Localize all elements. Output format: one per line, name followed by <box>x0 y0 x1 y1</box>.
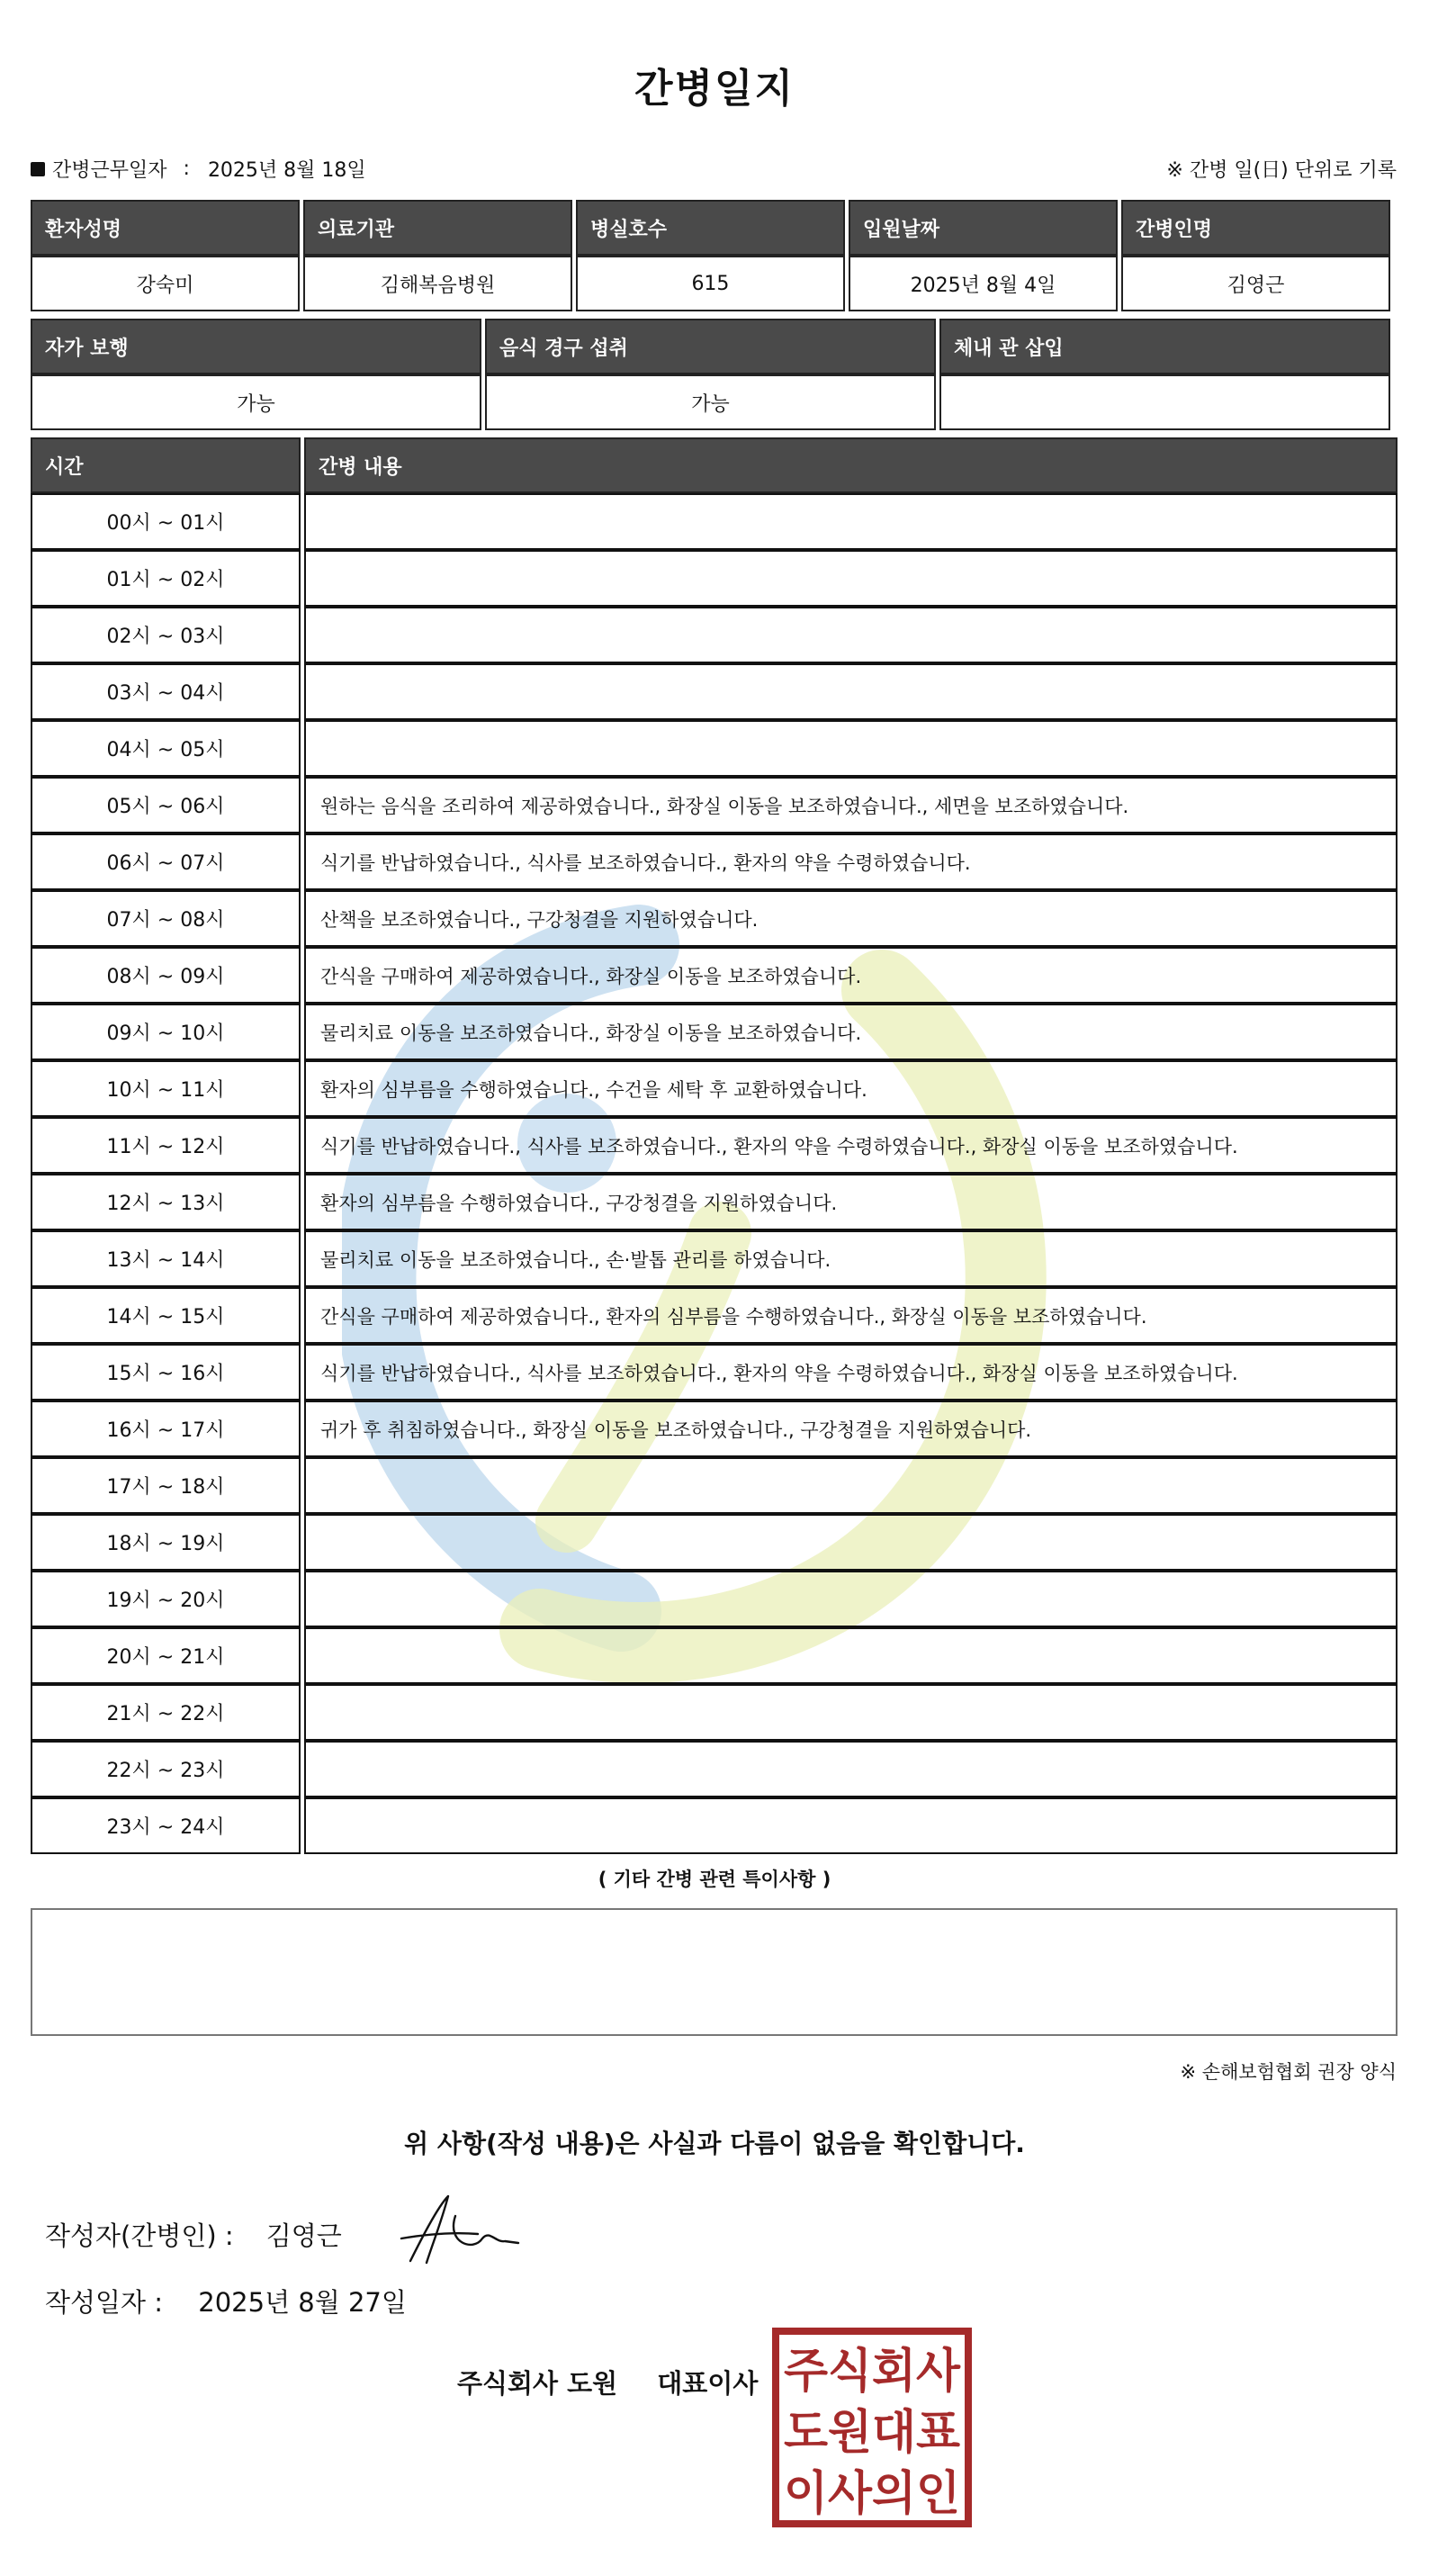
hospital-header: 의료기관 <box>303 200 572 256</box>
care-content: 간식을 구매하여 제공하였습니다., 화장실 이동을 보조하였습니다. <box>304 947 1398 1004</box>
time-slot: 18시 ~ 19시 <box>31 1514 301 1571</box>
care-log-row <box>31 1627 1398 1684</box>
time-header: 시간 <box>31 437 301 493</box>
company-seal-stamp <box>772 2328 972 2527</box>
time-slot: 22시 ~ 23시 <box>31 1741 301 1797</box>
care-log-row <box>31 1060 1398 1117</box>
notes-title: ( 기타 간병 관련 특이사항 ) <box>598 1869 831 1890</box>
care-log-row <box>31 833 1398 890</box>
care-content: 식기를 반납하였습니다., 식사를 보조하였습니다., 환자의 약을 수령하였습니다., 화장실 이동을 보조하였습니다. <box>304 1117 1398 1174</box>
care-log-row <box>31 720 1398 777</box>
care-log-row <box>31 1174 1398 1230</box>
tube-insertion-value <box>939 374 1390 430</box>
time-slot: 12시 ~ 13시 <box>31 1174 301 1230</box>
time-slot: 05시 ~ 06시 <box>31 777 301 833</box>
care-log-row <box>31 607 1398 663</box>
patient-info-table <box>27 200 1394 311</box>
author-label: 작성자(간병인) : <box>45 2220 234 2251</box>
care-content: 물리치료 이동을 보조하였습니다., 손·발톱 관리를 하였습니다. <box>304 1230 1398 1287</box>
care-log-row <box>31 1230 1398 1287</box>
care-content <box>304 720 1398 777</box>
company-signature-line <box>457 2364 758 2400</box>
care-log-row <box>31 1797 1398 1854</box>
oral-intake-header: 음식 경구 섭취 <box>485 319 936 374</box>
care-content <box>304 1457 1398 1514</box>
time-slot: 06시 ~ 07시 <box>31 833 301 890</box>
time-slot: 23시 ~ 24시 <box>31 1797 301 1854</box>
care-content-header: 간병 내용 <box>304 437 1398 493</box>
patient-name-value: 강숙미 <box>31 256 300 311</box>
care-content <box>304 1741 1398 1797</box>
unit-note: ※ 간병 일(日) 단위로 기록 <box>1166 159 1397 182</box>
hospital-value: 김해복음병원 <box>303 256 572 311</box>
care-content: 물리치료 이동을 보조하였습니다., 화장실 이동을 보조하였습니다. <box>304 1004 1398 1060</box>
work-date-separator: : <box>183 158 190 180</box>
care-log-rows <box>31 493 1398 1854</box>
company-name: 주식회사 도원 <box>457 2368 618 2399</box>
care-content <box>304 607 1398 663</box>
care-log-header-row <box>31 437 1398 493</box>
care-content <box>304 1684 1398 1741</box>
care-log-row <box>31 890 1398 947</box>
care-log-row <box>31 493 1398 550</box>
seal-text-line: 이사의인 <box>784 2467 960 2521</box>
time-slot: 14시 ~ 15시 <box>31 1287 301 1344</box>
time-slot: 10시 ~ 11시 <box>31 1060 301 1117</box>
written-date-value: 2025년 8월 27일 <box>198 2287 407 2318</box>
company-representative: 대표이사 <box>657 2368 759 2399</box>
care-content: 귀가 후 취침하였습니다., 화장실 이동을 보조하였습니다., 구강청결을 지원하였습니다. <box>304 1401 1398 1457</box>
time-slot: 13시 ~ 14시 <box>31 1230 301 1287</box>
care-log-row <box>31 947 1398 1004</box>
care-log-row <box>31 777 1398 833</box>
care-log-row <box>31 663 1398 720</box>
patient-name-header: 환자성명 <box>31 200 300 256</box>
seal-text-line: 도원대표 <box>784 2406 960 2460</box>
work-date-label: 간병근무일자 <box>52 159 167 182</box>
oral-intake-value: 가능 <box>485 374 936 430</box>
room-number-value: 615 <box>576 256 845 311</box>
care-log-row <box>31 1004 1398 1060</box>
time-slot: 07시 ~ 08시 <box>31 890 301 947</box>
self-walking-value: 가능 <box>31 374 481 430</box>
signature-icon <box>392 2189 527 2270</box>
care-content: 원하는 음식을 조리하여 제공하였습니다., 화장실 이동을 보조하였습니다., 세면을 보조하였습니다. <box>304 777 1398 833</box>
care-log-row <box>31 1741 1398 1797</box>
time-slot: 17시 ~ 18시 <box>31 1457 301 1514</box>
care-content: 식기를 반납하였습니다., 식사를 보조하였습니다., 환자의 약을 수령하였습니다. <box>304 833 1398 890</box>
care-log-row <box>31 550 1398 607</box>
time-slot: 08시 ~ 09시 <box>31 947 301 1004</box>
confirmation-statement: 위 사항(작성 내용)은 사실과 다름이 없음을 확인합니다. <box>404 2129 1025 2158</box>
care-log-row <box>31 1514 1398 1571</box>
care-log-row <box>31 1684 1398 1741</box>
author-name: 김영근 <box>265 2220 342 2251</box>
patient-status-table <box>27 319 1394 430</box>
notes-box <box>31 1908 1398 2036</box>
care-log-row <box>31 1571 1398 1627</box>
work-date-row <box>31 155 366 183</box>
admission-date-value: 2025년 8월 4일 <box>849 256 1118 311</box>
written-date-label: 작성일자 : <box>45 2287 164 2318</box>
time-slot: 16시 ~ 17시 <box>31 1401 301 1457</box>
time-slot: 09시 ~ 10시 <box>31 1004 301 1060</box>
tube-insertion-header: 체내 관 삽입 <box>939 319 1390 374</box>
care-content: 환자의 심부름을 수행하였습니다., 구강청결을 지원하였습니다. <box>304 1174 1398 1230</box>
time-slot: 02시 ~ 03시 <box>31 607 301 663</box>
author-row <box>45 2216 342 2253</box>
care-log-row <box>31 1457 1398 1514</box>
room-number-header: 병실호수 <box>576 200 845 256</box>
time-slot: 15시 ~ 16시 <box>31 1344 301 1401</box>
care-log-row <box>31 1287 1398 1344</box>
time-slot: 11시 ~ 12시 <box>31 1117 301 1174</box>
caregiver-name-value: 김영근 <box>1121 256 1390 311</box>
time-slot: 04시 ~ 05시 <box>31 720 301 777</box>
care-content <box>304 1627 1398 1684</box>
care-log-row <box>31 1401 1398 1457</box>
care-content: 산책을 보조하였습니다., 구강청결을 지원하였습니다. <box>304 890 1398 947</box>
time-slot: 01시 ~ 02시 <box>31 550 301 607</box>
admission-date-header: 입원날짜 <box>849 200 1118 256</box>
care-log-row <box>31 1344 1398 1401</box>
page-title: 간병일지 <box>634 66 795 112</box>
care-content: 식기를 반납하였습니다., 식사를 보조하였습니다., 환자의 약을 수령하였습니다., 화장실 이동을 보조하였습니다. <box>304 1344 1398 1401</box>
time-slot: 20시 ~ 21시 <box>31 1627 301 1684</box>
time-slot: 21시 ~ 22시 <box>31 1684 301 1741</box>
seal-text-line: 주식회사 <box>784 2345 961 2399</box>
self-walking-header: 자가 보행 <box>31 319 481 374</box>
care-content <box>304 1514 1398 1571</box>
care-content <box>304 1571 1398 1627</box>
association-note: ※ 손해보험협회 권장 양식 <box>1180 2061 1397 2083</box>
care-log-table <box>31 437 1398 1854</box>
work-date-value: 2025년 8월 18일 <box>207 159 366 182</box>
care-content <box>304 1797 1398 1854</box>
care-content <box>304 493 1398 550</box>
written-date-row <box>45 2283 407 2319</box>
care-log-row <box>31 1117 1398 1174</box>
time-slot: 03시 ~ 04시 <box>31 663 301 720</box>
care-content: 간식을 구매하여 제공하였습니다., 환자의 심부름을 수행하였습니다., 화장실 이동을 보조하였습니다. <box>304 1287 1398 1344</box>
time-slot: 00시 ~ 01시 <box>31 493 301 550</box>
care-content <box>304 550 1398 607</box>
care-content <box>304 663 1398 720</box>
square-bullet-icon <box>31 162 45 176</box>
care-content: 환자의 심부름을 수행하였습니다., 수건을 세탁 후 교환하였습니다. <box>304 1060 1398 1117</box>
time-slot: 19시 ~ 20시 <box>31 1571 301 1627</box>
caregiver-name-header: 간병인명 <box>1121 200 1390 256</box>
